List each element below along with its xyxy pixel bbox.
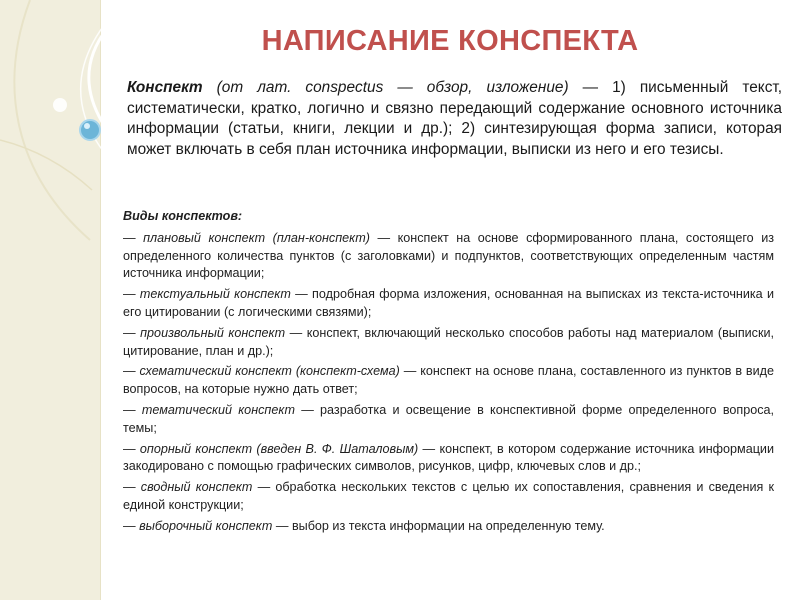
list-item	[123, 363, 774, 399]
list-item-text: — конспект на основе плана, составленного из пунктов в виде вопросов, на которые нужно дать ответ;	[123, 364, 774, 397]
list-item-name: плановый конспект (план-конспект)	[143, 230, 370, 245]
list-item-name: тематический конспект	[141, 402, 295, 417]
definition-term: Конспект	[127, 79, 203, 96]
page-title: НАПИСАНИЕ КОНСПЕКТА	[261, 25, 639, 57]
list-item-text: — подробная форма изложения, основанная на выписках из текста-источника и его цитировании (с логическими связями);	[123, 287, 775, 319]
definition-paragraph	[127, 78, 782, 160]
list-item-name: сводный конспект	[140, 480, 253, 495]
list-item	[123, 325, 774, 361]
list-item-text: — конспект на основе сформированного плана, состоящего из определенного количества пунктов (с заголовками) и подпунктов, соответствующих определенным частям источника информации;	[123, 230, 774, 281]
list-item-name: опорный конспект (введен В. Ф. Шаталовым)	[139, 441, 419, 456]
list-item-text: — выбор из текста информации на определенную тему.	[272, 518, 605, 533]
definition-etymology: (от лат. conspectus — обзор, изложение)	[216, 79, 569, 96]
list-item-name: произвольный конспект	[140, 325, 286, 340]
small-bubble-icon	[53, 98, 67, 112]
list-item-dash: —	[123, 441, 140, 456]
blue-bubble-icon	[80, 120, 100, 140]
list-item-name: схематический конспект (конспект-схема)	[139, 364, 400, 379]
list-item-text: — разработка и освещение в конспективной форме определенного вопроса, темы;	[123, 402, 775, 435]
definition-text: — 1) письменный текст, систематически, кратко, логично и связно передающий содержание основного источника информации (статьи, книги, лекции и др.); 2) синтезирующая форма записи, которая может включать в себя план источника информации, выписки из него и его тезисы.	[127, 79, 783, 158]
types-heading: Виды конспектов:	[123, 209, 243, 223]
list-item-dash: —	[123, 402, 142, 417]
list-item-text: — конспект, включающий несколько способов работы над материалом (выписки, цитирование, план и др.);	[123, 325, 775, 358]
list-item	[123, 518, 774, 536]
list-item-dash: —	[123, 518, 140, 533]
list-item	[123, 230, 774, 283]
list-item	[123, 286, 774, 322]
types-section	[123, 208, 774, 539]
list-item-dash: —	[123, 480, 141, 495]
list-item	[123, 402, 774, 438]
list-item	[123, 479, 774, 515]
list-item-text: — конспект, в котором содержание источника информации закодировано с помощью графических символов, рисунков, цифр, ключевых слов и др.;	[123, 441, 774, 474]
list-item-dash: —	[123, 230, 144, 245]
types-list	[123, 230, 774, 536]
list-item-name: выборочный конспект	[139, 518, 273, 533]
list-item-dash: —	[123, 287, 140, 302]
list-item-text: — обработка нескольких текстов с целью их сопоставления, сравнения и сведения к единой конструкции;	[123, 480, 775, 512]
list-item	[123, 441, 774, 477]
list-item-dash: —	[123, 364, 140, 379]
list-item-dash: —	[123, 325, 141, 340]
list-item-name: текстуальный конспект	[139, 287, 291, 302]
